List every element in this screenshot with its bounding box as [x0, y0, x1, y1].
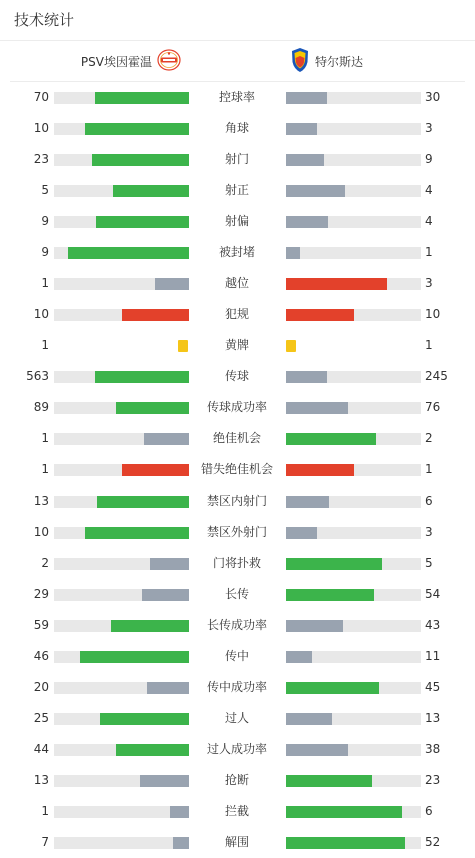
- home-stat-value: 25: [33, 710, 49, 725]
- away-yellow-card-icon: [286, 340, 296, 352]
- stat-row: [0, 330, 475, 361]
- home-stat-bar-fill: [85, 123, 189, 135]
- home-stat-value: 89: [33, 400, 49, 415]
- away-stat-value: 1: [425, 245, 433, 260]
- home-stat-bar: [54, 496, 189, 508]
- away-stat-bar: [286, 278, 421, 290]
- away-team-crest-icon: [291, 47, 309, 76]
- away-stat-bar: [286, 185, 421, 197]
- home-stat-value: 9: [41, 245, 49, 260]
- page-title: 技术统计: [0, 0, 475, 41]
- stat-label: 传球成功率: [206, 400, 267, 415]
- stat-label: 错失绝佳机会: [200, 462, 273, 477]
- stat-row: [0, 548, 475, 579]
- stat-label: 解围: [224, 834, 249, 849]
- away-stat-value: 11: [425, 648, 441, 663]
- away-stat-bar: [286, 589, 421, 601]
- home-yellow-card-icon: [178, 340, 188, 352]
- away-stat-value: 45: [425, 679, 441, 694]
- home-team-crest-icon: [157, 49, 181, 74]
- away-stat-value: 9: [425, 152, 433, 167]
- stat-row: [0, 610, 475, 641]
- home-team-name: PSV埃因霍温: [80, 54, 152, 69]
- away-stat-bar-fill: [286, 371, 327, 383]
- stat-row: [0, 392, 475, 423]
- stat-row: [0, 827, 475, 858]
- away-stat-bar-fill: [286, 278, 387, 290]
- away-stat-bar-fill: [286, 744, 348, 756]
- home-stat-bar-fill: [113, 185, 189, 197]
- home-stat-bar-fill: [97, 496, 189, 508]
- home-stat-value: 10: [33, 307, 49, 322]
- away-stat-bar: [286, 433, 421, 445]
- home-stat-value: 46: [33, 648, 49, 663]
- stat-label: 传中: [224, 648, 249, 663]
- stat-row: [0, 206, 475, 237]
- away-stat-bar: [286, 713, 421, 725]
- home-stat-bar-fill: [95, 371, 190, 383]
- home-stat-bar-fill: [170, 806, 189, 818]
- away-stat-bar: [286, 496, 421, 508]
- stat-row: [0, 703, 475, 734]
- home-stat-value: 59: [33, 617, 49, 632]
- home-stat-bar: [54, 775, 189, 787]
- home-stat-bar-fill: [155, 278, 189, 290]
- away-stat-value: 13: [425, 710, 441, 725]
- home-stat-bar-fill: [122, 464, 190, 476]
- stat-row: [0, 82, 475, 113]
- home-stat-value: 13: [33, 772, 49, 787]
- stat-label: 传中成功率: [206, 679, 267, 694]
- away-stat-value: 6: [425, 493, 433, 508]
- home-stat-value: 5: [41, 183, 49, 198]
- home-stat-bar: [54, 216, 189, 228]
- away-team[interactable]: [291, 41, 363, 81]
- stat-label: 射正: [224, 183, 249, 198]
- stat-row: [0, 299, 475, 330]
- away-stat-bar: [286, 558, 421, 570]
- away-stat-bar-fill: [286, 775, 372, 787]
- home-stat-bar-fill: [116, 744, 189, 756]
- stat-row: [0, 268, 475, 299]
- home-stat-bar-fill: [111, 620, 189, 632]
- home-stat-bar-fill: [173, 837, 189, 849]
- home-stat-bar-fill: [68, 247, 190, 259]
- home-stat-bar: [54, 247, 189, 259]
- away-stat-value: 1: [425, 338, 433, 353]
- stat-row: [0, 175, 475, 206]
- away-stat-bar: [286, 744, 421, 756]
- home-stat-value: 9: [41, 214, 49, 229]
- stat-label: 禁区内射门: [206, 493, 267, 508]
- away-stat-bar: [286, 651, 421, 663]
- away-stat-value: 1: [425, 462, 433, 477]
- away-stat-bar-fill: [286, 92, 327, 104]
- home-stat-bar: [54, 123, 189, 135]
- away-stat-bar-fill: [286, 402, 348, 414]
- away-stat-bar: [286, 464, 421, 476]
- home-stat-value: 1: [41, 338, 49, 353]
- away-team-name: 特尔斯达: [315, 54, 364, 69]
- home-stat-bar: [54, 713, 189, 725]
- stat-label: 被封堵: [218, 245, 255, 260]
- home-stat-bar-fill: [95, 92, 190, 104]
- away-stat-bar: [286, 402, 421, 414]
- away-stat-value: 76: [425, 400, 441, 415]
- away-stat-value: 54: [425, 586, 441, 601]
- stat-label: 黄牌: [224, 338, 249, 353]
- away-stat-bar: [286, 620, 421, 632]
- home-stat-bar: [54, 589, 189, 601]
- stat-row: [0, 113, 475, 144]
- away-stat-value: 43: [425, 617, 441, 632]
- away-stat-value: 4: [425, 214, 433, 229]
- home-stat-value: 1: [41, 462, 49, 477]
- away-stat-bar: [286, 92, 421, 104]
- home-stat-value: 20: [33, 679, 49, 694]
- away-stat-bar: [286, 309, 421, 321]
- stat-row: [0, 765, 475, 796]
- away-stat-bar-fill: [286, 433, 376, 445]
- home-stat-bar-fill: [147, 682, 189, 694]
- stat-label: 射偏: [224, 214, 249, 229]
- away-stat-bar: [286, 837, 421, 849]
- away-stat-bar-fill: [286, 464, 354, 476]
- away-stat-value: 245: [425, 369, 448, 384]
- stat-row: [0, 423, 475, 454]
- stat-row: [0, 734, 475, 765]
- away-stat-bar-fill: [286, 837, 405, 849]
- home-stat-bar-fill: [122, 309, 190, 321]
- teams-header: [10, 41, 465, 82]
- away-stat-value: 2: [425, 431, 433, 446]
- home-stat-bar-fill: [144, 433, 189, 445]
- home-stat-value: 23: [33, 152, 49, 167]
- home-stat-value: 1: [41, 276, 49, 291]
- home-stat-bar: [54, 837, 189, 849]
- away-stat-bar-fill: [286, 620, 343, 632]
- stat-label: 绝佳机会: [212, 431, 261, 446]
- home-stat-bar: [54, 527, 189, 539]
- away-stat-bar-fill: [286, 154, 324, 166]
- stat-row: [0, 796, 475, 827]
- home-stat-value: 2: [41, 555, 49, 570]
- home-stat-value: 1: [41, 431, 49, 446]
- away-stat-bar-fill: [286, 123, 317, 135]
- away-stat-value: 4: [425, 183, 433, 198]
- away-stat-bar: [286, 775, 421, 787]
- home-stat-value: 10: [33, 121, 49, 136]
- away-stat-value: 52: [425, 834, 441, 849]
- home-stat-bar-fill: [85, 527, 189, 539]
- home-stat-bar-fill: [140, 775, 189, 787]
- home-stat-bar: [54, 433, 189, 445]
- away-stat-bar: [286, 371, 421, 383]
- stat-row: [0, 672, 475, 703]
- home-stat-value: 1: [41, 803, 49, 818]
- away-stat-value: 38: [425, 741, 441, 756]
- away-stat-value: 30: [425, 90, 441, 104]
- stat-row: [0, 641, 475, 672]
- home-stat-bar: [54, 309, 189, 321]
- home-stat-bar: [54, 371, 189, 383]
- stat-label: 传球: [224, 369, 249, 384]
- stat-label: 禁区外射门: [206, 524, 267, 539]
- stat-row: [0, 517, 475, 548]
- away-stat-bar-fill: [286, 309, 354, 321]
- home-stat-bar-fill: [150, 558, 189, 570]
- stat-label: 拦截: [224, 803, 249, 818]
- home-stat-value: 70: [33, 90, 49, 104]
- home-stat-bar: [54, 682, 189, 694]
- away-stat-value: 10: [425, 307, 441, 322]
- away-stat-bar-fill: [286, 806, 402, 818]
- away-stat-value: 23: [425, 772, 441, 787]
- away-stat-bar-fill: [286, 247, 300, 259]
- home-stat-bar: [54, 402, 189, 414]
- away-stat-bar-fill: [286, 527, 317, 539]
- away-stat-bar-fill: [286, 558, 382, 570]
- stat-row: [0, 361, 475, 392]
- home-stat-value: 44: [33, 741, 49, 756]
- away-stat-bar: [286, 806, 421, 818]
- away-stat-bar-fill: [286, 496, 329, 508]
- home-stat-bar: [54, 744, 189, 756]
- stat-row: [0, 486, 475, 517]
- home-stat-bar: [54, 558, 189, 570]
- away-stat-bar: [286, 527, 421, 539]
- away-stat-bar-fill: [286, 589, 374, 601]
- away-stat-bar: [286, 216, 421, 228]
- home-stat-bar-fill: [100, 713, 189, 725]
- away-stat-value: 3: [425, 276, 433, 291]
- stat-label: 抢断: [224, 772, 249, 787]
- stat-label: 长传成功率: [206, 617, 267, 632]
- away-stat-value: 3: [425, 524, 433, 539]
- home-stat-value: 7: [41, 834, 49, 849]
- home-stat-bar: [54, 620, 189, 632]
- home-stat-bar-fill: [92, 154, 189, 166]
- away-stat-bar: [286, 247, 421, 259]
- home-stat-bar-fill: [80, 651, 189, 663]
- stat-label: 过人成功率: [206, 741, 267, 756]
- away-stat-bar: [286, 682, 421, 694]
- home-stat-bar-fill: [116, 402, 189, 414]
- stat-label: 门将扑救: [212, 555, 261, 570]
- home-stat-bar: [54, 464, 189, 476]
- stat-row: [0, 237, 475, 268]
- away-stat-value: 5: [425, 555, 433, 570]
- stat-label: 过人: [224, 710, 249, 725]
- away-stat-value: 3: [425, 121, 433, 136]
- stat-row: [0, 454, 475, 485]
- home-stat-bar: [54, 185, 189, 197]
- away-stat-value: 6: [425, 803, 433, 818]
- home-stat-bar-fill: [96, 216, 189, 228]
- stat-label: 角球: [224, 121, 249, 136]
- away-stat-bar-fill: [286, 713, 332, 725]
- away-stat-bar-fill: [286, 651, 312, 663]
- home-stat-bar: [54, 154, 189, 166]
- stat-label: 控球率: [218, 90, 255, 104]
- away-stat-bar: [286, 154, 421, 166]
- home-stat-value: 13: [33, 493, 49, 508]
- home-stat-value: 29: [33, 586, 49, 601]
- stat-row: [0, 579, 475, 610]
- away-stat-bar: [286, 123, 421, 135]
- stat-label: 长传: [224, 586, 249, 601]
- stat-row: [0, 144, 475, 175]
- away-stat-bar-fill: [286, 682, 379, 694]
- stat-label: 射门: [224, 152, 249, 167]
- away-stat-bar-fill: [286, 216, 328, 228]
- home-team[interactable]: [81, 41, 181, 81]
- stat-label: 越位: [224, 276, 249, 291]
- home-stat-bar: [54, 806, 189, 818]
- home-stat-bar: [54, 278, 189, 290]
- home-stat-value: 563: [26, 369, 49, 384]
- home-stat-bar-fill: [142, 589, 189, 601]
- home-stat-bar: [54, 92, 189, 104]
- stat-label: 犯规: [224, 307, 249, 322]
- home-stat-bar: [54, 651, 189, 663]
- home-stat-value: 10: [33, 524, 49, 539]
- away-stat-bar-fill: [286, 185, 345, 197]
